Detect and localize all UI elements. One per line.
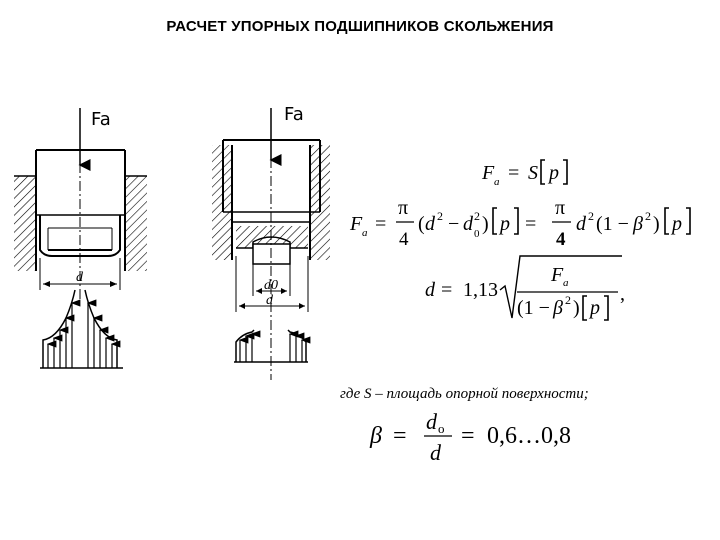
svg-text:F: F: [551, 264, 564, 286]
right-bearing: [212, 108, 330, 380]
svg-text:p: p: [500, 213, 510, 235]
svg-text:2: 2: [474, 209, 480, 223]
svg-text:2: 2: [645, 209, 651, 223]
slide-title: РАСЧЕТ УПОРНЫХ ПОДШИПНИКОВ СКОЛЬЖЕНИЯ: [166, 18, 554, 35]
svg-text:): ): [573, 297, 580, 319]
left-force-label: Fa: [91, 109, 111, 130]
svg-text:a: a: [362, 227, 368, 239]
svg-text:=: =: [461, 423, 475, 449]
svg-text:0,6…0,8: 0,6…0,8: [487, 423, 571, 449]
svg-text:4: 4: [399, 229, 409, 250]
svg-text:d: d: [430, 440, 441, 465]
svg-text:β: β: [553, 297, 563, 319]
svg-text:=: =: [441, 279, 453, 301]
svg-text:(1 −: (1 −: [596, 213, 629, 235]
svg-text:2: 2: [588, 209, 594, 223]
svg-text:d: d: [463, 213, 473, 235]
svg-text:): ): [482, 213, 489, 235]
svg-text:=: =: [375, 213, 387, 235]
svg-text:d: d: [426, 409, 437, 434]
svg-text:π: π: [555, 197, 566, 219]
svg-text:F: F: [482, 162, 495, 184]
right-dim-d: d: [266, 293, 273, 308]
svg-text:p: p: [590, 297, 600, 319]
svg-text:,: ,: [620, 283, 625, 305]
svg-text:β: β: [370, 423, 382, 449]
svg-text:a: a: [563, 277, 569, 289]
svg-text:β: β: [633, 213, 643, 235]
svg-text:2: 2: [565, 293, 571, 307]
left-dim-d: d: [76, 270, 83, 285]
formula-2: [349, 197, 690, 250]
svg-text:(1 −: (1 −: [517, 297, 550, 319]
svg-text:p: p: [672, 213, 682, 235]
svg-text:0: 0: [474, 228, 480, 240]
svg-text:F: F: [350, 213, 363, 235]
svg-text:a: a: [494, 176, 500, 188]
svg-text:2: 2: [437, 209, 443, 223]
svg-text:S: S: [528, 162, 538, 184]
svg-text:=: =: [393, 423, 407, 449]
left-bearing: [14, 108, 147, 368]
svg-text:p: p: [549, 162, 559, 184]
left-wall-hatch: [14, 176, 36, 271]
svg-text:d: d: [425, 279, 435, 301]
right-force-label: Fa: [284, 104, 304, 125]
formula-note: где S – площадь опорной поверхности;: [340, 386, 589, 402]
svg-text:d: d: [425, 213, 435, 235]
svg-text:π: π: [398, 197, 409, 219]
right-wall-hatch: [125, 176, 147, 271]
svg-text:d: d: [576, 213, 586, 235]
svg-text:1,13: 1,13: [463, 279, 498, 301]
svg-text:): ): [653, 213, 660, 235]
svg-text:o: o: [438, 421, 445, 436]
formula-3: [425, 256, 625, 320]
svg-text:4: 4: [556, 229, 566, 250]
right-dim-d0: d0: [264, 278, 278, 293]
svg-text:(: (: [418, 213, 425, 235]
svg-text:−: −: [448, 213, 460, 235]
formula-4: [369, 409, 571, 465]
formula-1: [481, 160, 567, 188]
svg-text:=: =: [525, 213, 537, 235]
svg-text:=: =: [508, 162, 520, 184]
